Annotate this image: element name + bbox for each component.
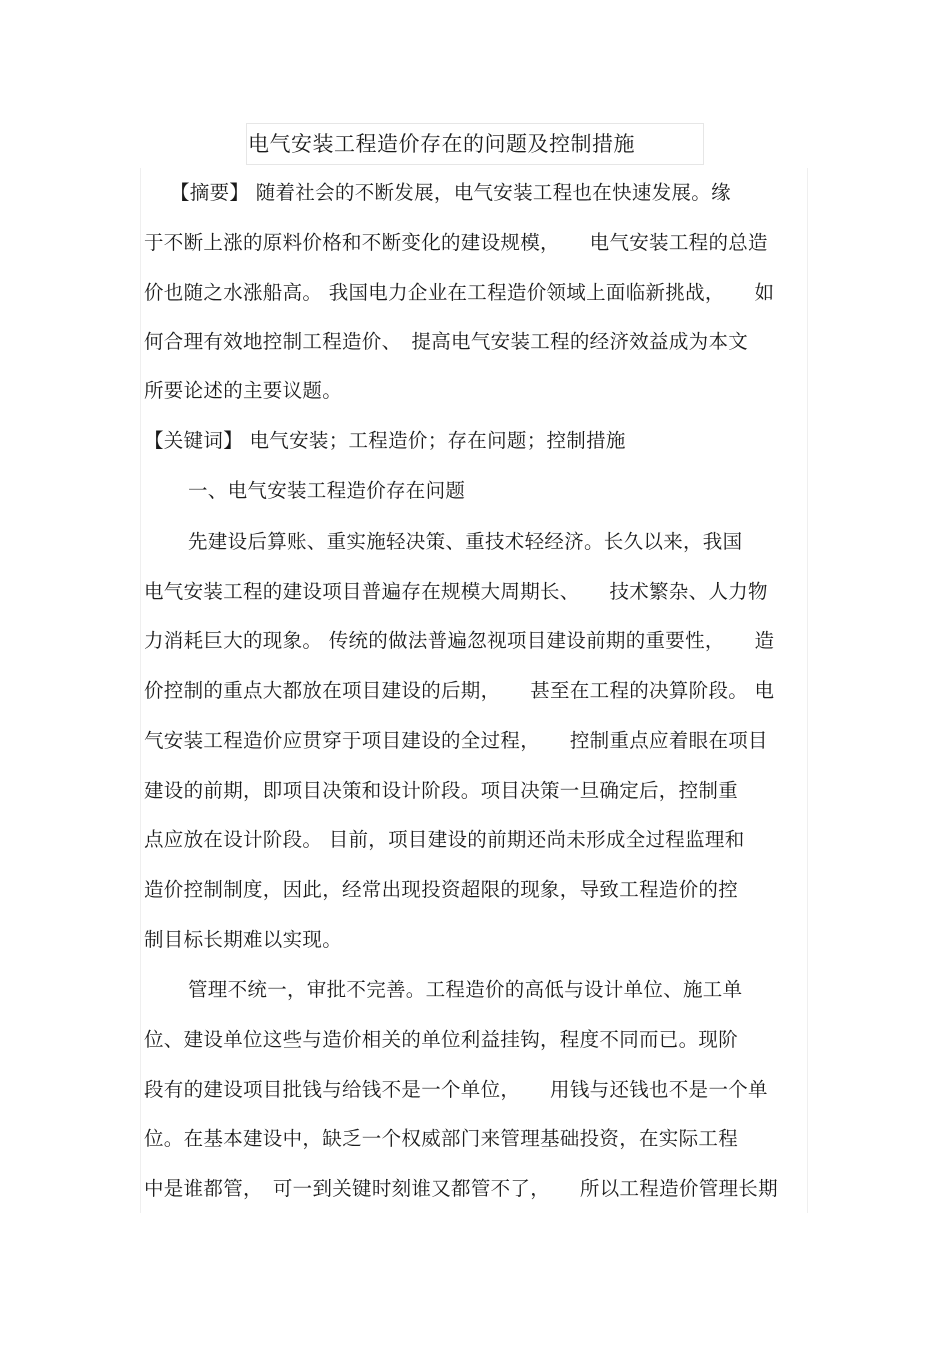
text-line: 电气安装工程的建设项目普遍存在规模大周期长、 技术繁杂、人力物 bbox=[144, 580, 768, 603]
text-line: 所要论述的主要议题。 bbox=[144, 379, 343, 402]
text-line: 价控制的重点大都放在项目建设的后期， 甚至在工程的决算阶段。 电 bbox=[144, 679, 775, 702]
document-title: 电气安装工程造价存在的问题及控制措施 bbox=[248, 132, 635, 156]
text-line: 中是谁都管， 可一到关键时刻谁又都管不了， 所以工程造价管理长期 bbox=[144, 1177, 778, 1200]
text-line: 管理不统一，审批不完善。工程造价的高低与设计单位、施工单 bbox=[188, 978, 743, 1001]
section-heading: 一、电气安装工程造价存在问题 bbox=[188, 479, 466, 502]
text-line: 价也随之水涨船高。 我国电力企业在工程造价领域上面临新挑战， 如 bbox=[144, 281, 775, 304]
text-line: 点应放在设计阶段。 目前，项目建设的前期还尚未形成全过程监理和 bbox=[144, 828, 745, 851]
text-line: 制目标长期难以实现。 bbox=[144, 928, 343, 951]
text-line: 建设的前期，即项目决策和设计阶段。项目决策一旦确定后，控制重 bbox=[144, 779, 739, 802]
text-line: 位、建设单位这些与造价相关的单位利益挂钩，程度不同而已。现阶 bbox=[144, 1028, 739, 1051]
text-line: 造价控制制度，因此，经常出现投资超限的现象，导致工程造价的控 bbox=[144, 878, 739, 901]
keywords-line: 【关键词】 电气安装；工程造价；存在问题；控制措施 bbox=[144, 429, 626, 452]
text-line: 先建设后算账、重实施轻决策、重技术轻经济。长久以来，我国 bbox=[188, 530, 743, 553]
text-line: 力消耗巨大的现象。 传统的做法普遍忽视项目建设前期的重要性， 造 bbox=[144, 629, 775, 652]
text-line: 何合理有效地控制工程造价、 提高电气安装工程的经济效益成为本文 bbox=[144, 330, 749, 353]
text-line: 段有的建设项目批钱与给钱不是一个单位， 用钱与还钱也不是一个单 bbox=[144, 1078, 768, 1101]
text-line: 气安装工程造价应贯穿于项目建设的全过程， 控制重点应着眼在项目 bbox=[144, 729, 768, 752]
text-line: 【摘要】 随着社会的不断发展，电气安装工程也在快速发展。缘 bbox=[170, 181, 731, 204]
text-line: 于不断上涨的原料价格和不断变化的建设规模， 电气安装工程的总造 bbox=[144, 231, 768, 254]
text-line: 位。在基本建设中，缺乏一个权威部门来管理基础投资，在实际工程 bbox=[144, 1127, 739, 1150]
